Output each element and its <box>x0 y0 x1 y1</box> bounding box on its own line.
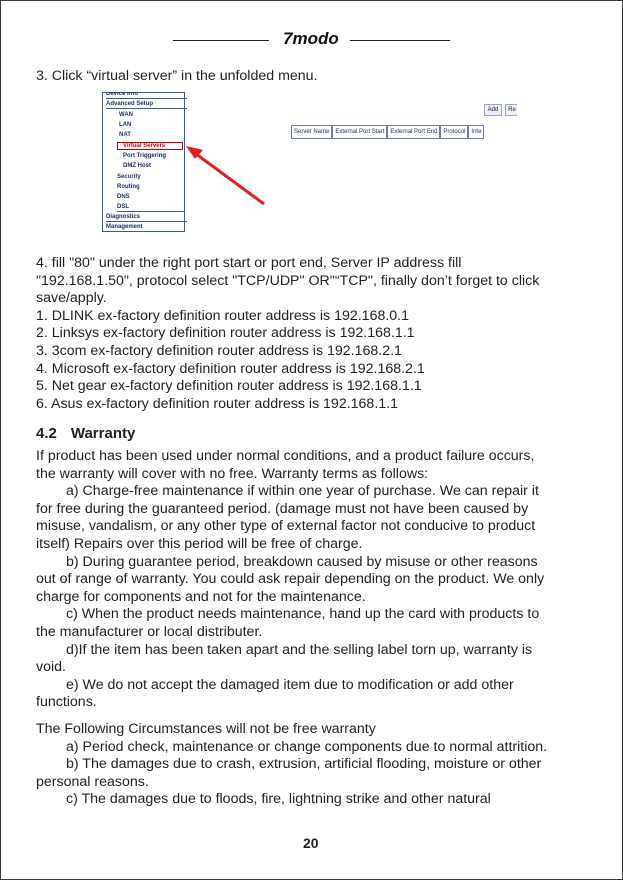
menu-item-wan: WAN <box>119 112 133 118</box>
section-title: Warranty <box>70 425 136 442</box>
menu-item-dmz-host: DMZ Host <box>123 163 151 169</box>
warranty-line: b) During guarantee period, breakdown caused by misuse or other reasons <box>66 553 538 570</box>
warranty-line: c) When the product needs maintenance, hand up the card with products to <box>66 606 540 623</box>
red-arrow-icon <box>102 92 517 232</box>
section-heading <box>36 425 135 442</box>
router-list-item: 3. 3com ex-factory definition router address is 192.168.2.1 <box>36 343 402 359</box>
warranty-line: If product has been used under normal conditions, and a product failure occurs, <box>36 448 535 464</box>
circumstances-line: a) Period check, maintenance or change components due to normal attrition. <box>66 738 548 755</box>
warranty-line: a) Charge-free maintenance if within one year of purchase. We can repair it <box>66 483 539 500</box>
header-rule-left <box>173 40 269 41</box>
step-4-line-1: 4. fill "80" under the right port start or port end, Server IP address fill <box>36 255 462 271</box>
step-4-line-2: "192.168.1.50", protocol select "TCP/UDP" OR"“TCP", finally don’t forget to click <box>36 272 540 289</box>
add-button: Add <box>484 104 502 116</box>
warranty-line: d)If the item has been taken apart and the selling label torn up, warranty is <box>66 641 533 658</box>
router-list-item: 1. DLINK ex-factory definition router address is 192.168.0.1 <box>36 307 410 324</box>
warranty-line: out of range of warranty. You could ask repair depending on the product. We only <box>36 571 545 588</box>
warranty-line: functions. <box>36 694 97 711</box>
router-menu-screenshot <box>102 92 517 232</box>
menu-item-dns: DNS <box>117 194 130 200</box>
warranty-line: the warranty will cover with no free. Warranty terms as follows: <box>36 465 429 482</box>
circumstances-line: c) The damages due to floods, fire, lightning strike and other natural <box>66 791 491 808</box>
router-list-item: 6. Asus ex-factory definition router address is 192.168.1.1 <box>36 395 398 412</box>
menu-item-virtual-servers: Virtual Servers <box>123 143 166 149</box>
router-list-item: 5. Net gear ex-factory definition router address is 192.168.1.1 <box>36 378 422 395</box>
warranty-line: for free during the guaranteed period. (damage must not have been caused by <box>36 500 529 517</box>
menu-item-advanced-setup: Advanced Setup <box>106 101 187 109</box>
column-external-port-end: External Port End <box>387 125 440 139</box>
header-rule-right <box>350 40 450 41</box>
circumstances-line: b) The damages due to crash, extrusion, artificial flooding, moisture or other <box>66 756 542 773</box>
menu-item-lan: LAN <box>119 122 132 128</box>
column-server-name: Server Name <box>291 125 332 139</box>
step-4-line-3: save/apply. <box>36 290 107 307</box>
circumstances-line: The Following Circumstances will not be free warranty <box>36 721 376 737</box>
warranty-line: e) We do not accept the damaged item due to modification or add other <box>66 676 514 693</box>
menu-item-security: Security <box>117 174 141 180</box>
circumstances-line: personal reasons. <box>36 773 149 790</box>
router-list-item: 4. Microsoft ex-factory definition router address is 192.168.2.1 <box>36 360 425 377</box>
menu-item-device-info: Device Info <box>106 92 187 99</box>
brand-logo: 7modo <box>283 29 339 48</box>
menu-item-routing: Routing <box>117 184 140 190</box>
column-protocol: Protocol <box>440 125 468 139</box>
menu-item-diagnostics: Diagnostics <box>106 214 187 222</box>
warranty-line: void. <box>36 659 66 676</box>
router-list-item: 2. Linksys ex-factory definition router address is 192.168.1.1 <box>36 325 415 342</box>
section-number: 4.2 <box>36 425 57 442</box>
warranty-line: misuse, vandalism, or any other type of external factor not conducive to product <box>36 518 536 535</box>
menu-item-dsl: DSL <box>117 204 184 212</box>
menu-item-management: Management <box>106 224 143 230</box>
warranty-line: the manufacturer or local distributer. <box>36 624 263 640</box>
column-external-port-start: External Port Start <box>332 125 387 139</box>
remove-button: Re <box>505 104 517 116</box>
warranty-line: charge for components and not for the maintenance. <box>36 588 366 605</box>
warranty-line: itself) Repairs over this period will be free of charge. <box>36 536 363 552</box>
menu-item-nat: NAT <box>119 132 131 138</box>
column-internal: Inte <box>468 125 484 139</box>
step-3-text: 3. Click “virtual server” in the unfolded menu. <box>36 68 318 84</box>
menu-item-port-triggering: Port Triggering <box>123 153 167 159</box>
page-number: 20 <box>303 835 319 851</box>
